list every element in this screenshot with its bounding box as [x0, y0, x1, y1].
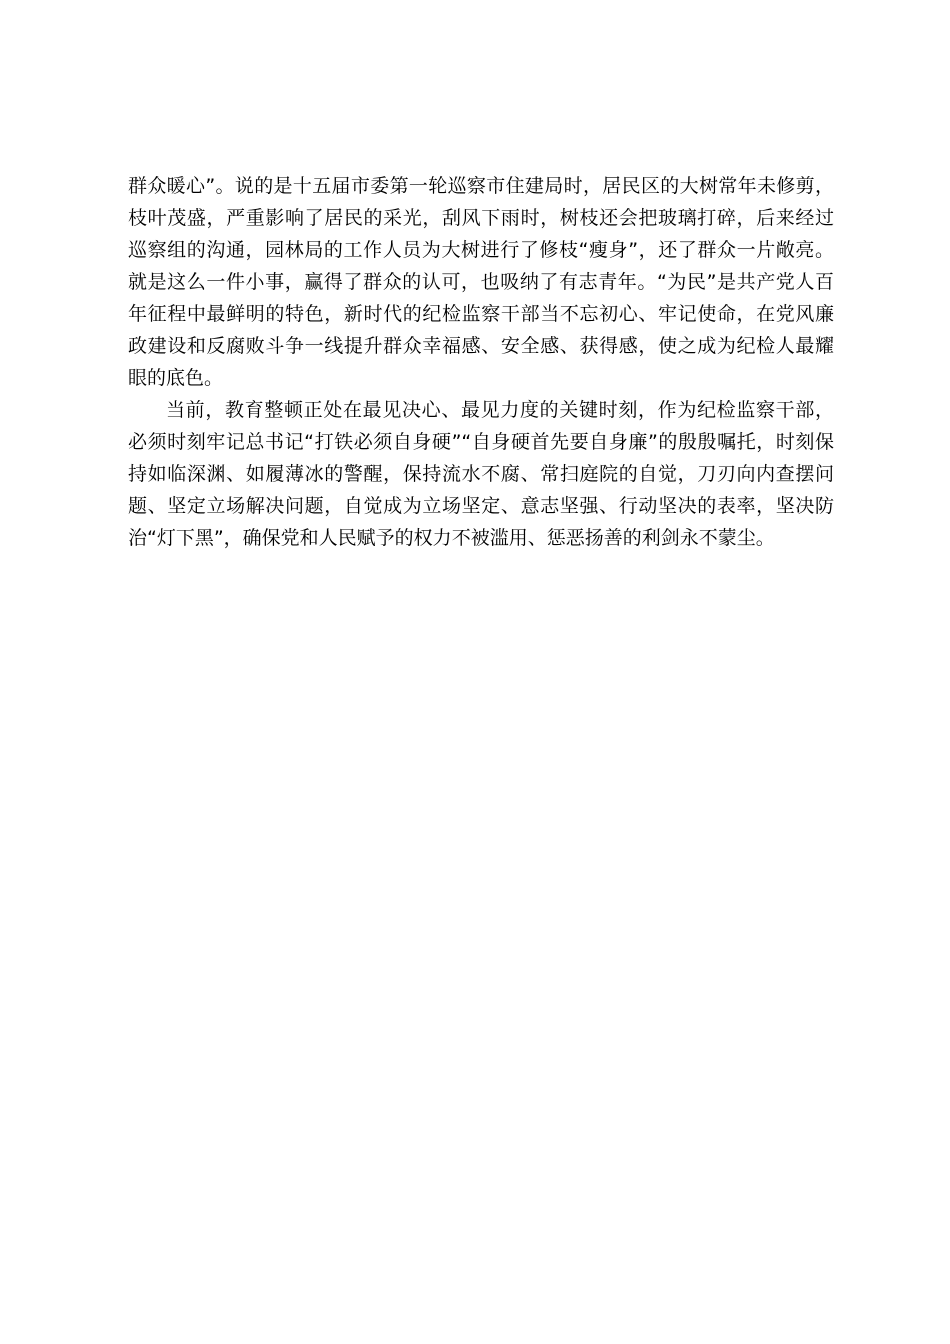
paragraph-2 — [128, 394, 834, 554]
text-line: 当前，教育整顿正处在最见决心、最见力度的关键时刻，作为纪检监察干部， — [166, 399, 834, 421]
text-line: 就是这么一件小事，赢得了群众的认可，也吸纳了有志青年。“为民”是共产党人百 — [128, 271, 834, 293]
text-line: 政建设和反腐败斗争一线提升群众幸福感、安全感、获得感，使之成为纪检人最耀 — [128, 335, 834, 357]
paragraph-1 — [128, 170, 834, 394]
text-line: 必须时刻牢记总书记“打铁必须自身硬”“自身硬首先要自身廉”的殷殷嘱托，时刻保 — [128, 431, 834, 453]
document-body — [128, 170, 834, 554]
text-line: 眼的底色。 — [128, 367, 224, 389]
text-line: 持如临深渊、如履薄冰的警醒，保持流水不腐、常扫庭院的自觉，刀刃向内查摆问 — [128, 463, 834, 485]
text-line: 年征程中最鲜明的特色，新时代的纪检监察干部当不忘初心、牢记使命，在党风廉 — [128, 303, 834, 325]
text-line: 治“灯下黑”，确保党和人民赋予的权力不被滥用、惩恶扬善的利剑永不蒙尘。 — [128, 527, 775, 549]
text-line: 题、坚定立场解决问题，自觉成为立场坚定、意志坚强、行动坚决的表率，坚决防 — [128, 495, 834, 517]
text-line: 群众暖心”。说的是十五届市委第一轮巡察市住建局时，居民区的大树常年未修剪， — [128, 175, 834, 197]
text-line: 枝叶茂盛，严重影响了居民的采光，刮风下雨时，树枝还会把玻璃打碎，后来经过 — [128, 207, 834, 229]
text-line: 巡察组的沟通，园林局的工作人员为大树进行了修枝“瘦身”，还了群众一片敞亮。 — [128, 239, 834, 261]
